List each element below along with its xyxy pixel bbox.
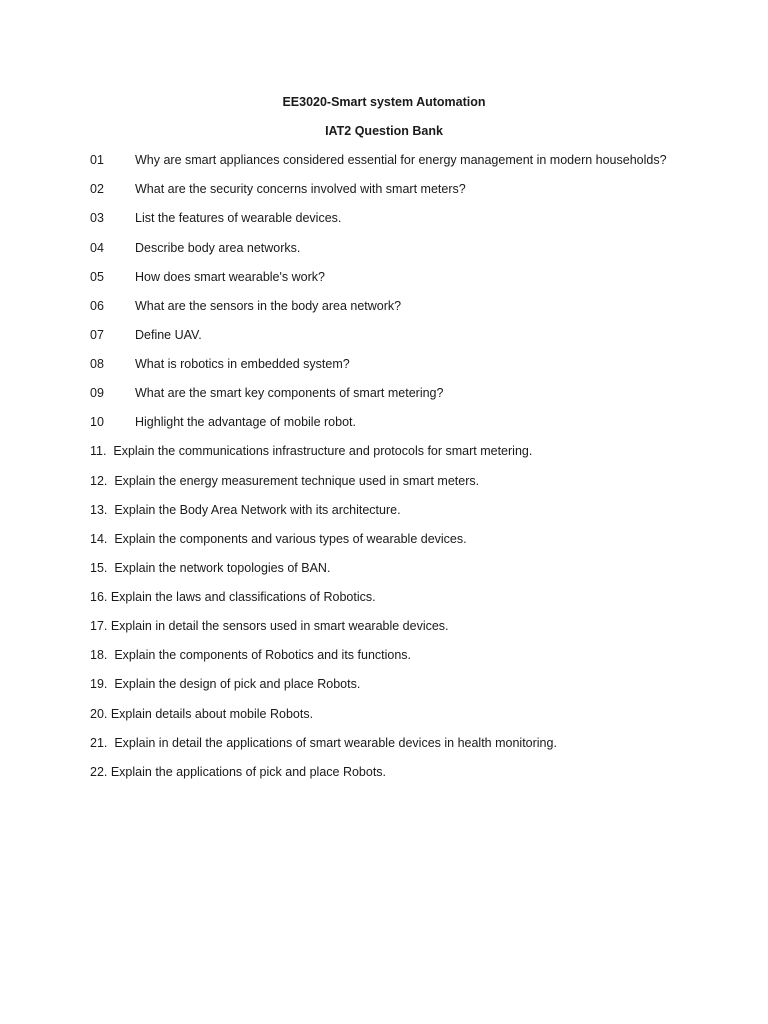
long-question-item: 13. Explain the Body Area Network with its architecture. — [90, 503, 401, 517]
long-question-item: 19. Explain the design of pick and place Robots. — [90, 677, 361, 691]
long-question-item: 12. Explain the energy measurement technique used in smart meters. — [90, 474, 480, 488]
question-number: 06 — [90, 299, 104, 313]
long-question-item: 15. Explain the network topologies of BAN. — [90, 561, 331, 575]
question-number: 01 — [90, 153, 104, 167]
question-number: 02 — [90, 182, 104, 196]
course-title: EE3020-Smart system Automation — [282, 95, 486, 109]
long-question-item: 11. Explain the communications infrastructure and protocols for smart metering. — [90, 444, 533, 458]
question-number: 07 — [90, 328, 104, 342]
question-text: What are the smart key components of smart metering? — [135, 386, 444, 400]
long-question-item: 17. Explain in detail the sensors used in smart wearable devices. — [90, 619, 449, 633]
question-text: Describe body area networks. — [135, 241, 301, 255]
question-text: Define UAV. — [135, 328, 202, 342]
question-item — [90, 327, 202, 343]
question-item — [90, 414, 356, 430]
question-bank-heading: IAT2 Question Bank — [325, 124, 443, 138]
long-question-item: 21. Explain in detail the applications of smart wearable devices in health monitoring. — [90, 736, 557, 750]
long-question-item: 22. Explain the applications of pick and place Robots. — [90, 765, 387, 779]
question-text: What are the security concerns involved with smart meters? — [135, 182, 466, 196]
question-number: 08 — [90, 357, 104, 371]
question-item — [90, 181, 466, 197]
question-number: 03 — [90, 211, 104, 225]
question-text: Highlight the advantage of mobile robot. — [135, 415, 356, 429]
long-question-item: 14. Explain the components and various types of wearable devices. — [90, 532, 467, 546]
question-number: 09 — [90, 386, 104, 400]
question-text: What are the sensors in the body area network? — [135, 299, 402, 313]
question-item — [90, 210, 341, 226]
question-item — [90, 152, 667, 168]
question-number: 05 — [90, 270, 104, 284]
question-text: How does smart wearable's work? — [135, 270, 325, 284]
question-text: List the features of wearable devices. — [135, 211, 342, 225]
long-question-item: 18. Explain the components of Robotics and its functions. — [90, 648, 412, 662]
question-item — [90, 298, 401, 314]
question-item — [90, 240, 300, 256]
question-text: What is robotics in embedded system? — [135, 357, 350, 371]
question-item — [90, 269, 325, 285]
long-question-item: 20. Explain details about mobile Robots. — [90, 707, 314, 721]
question-text: Why are smart appliances considered essential for energy management in modern households? — [135, 153, 667, 167]
question-item — [90, 356, 350, 372]
question-number: 10 — [90, 415, 104, 429]
question-item — [90, 385, 443, 401]
long-question-item: 16. Explain the laws and classifications of Robotics. — [90, 590, 376, 604]
question-number: 04 — [90, 241, 104, 255]
